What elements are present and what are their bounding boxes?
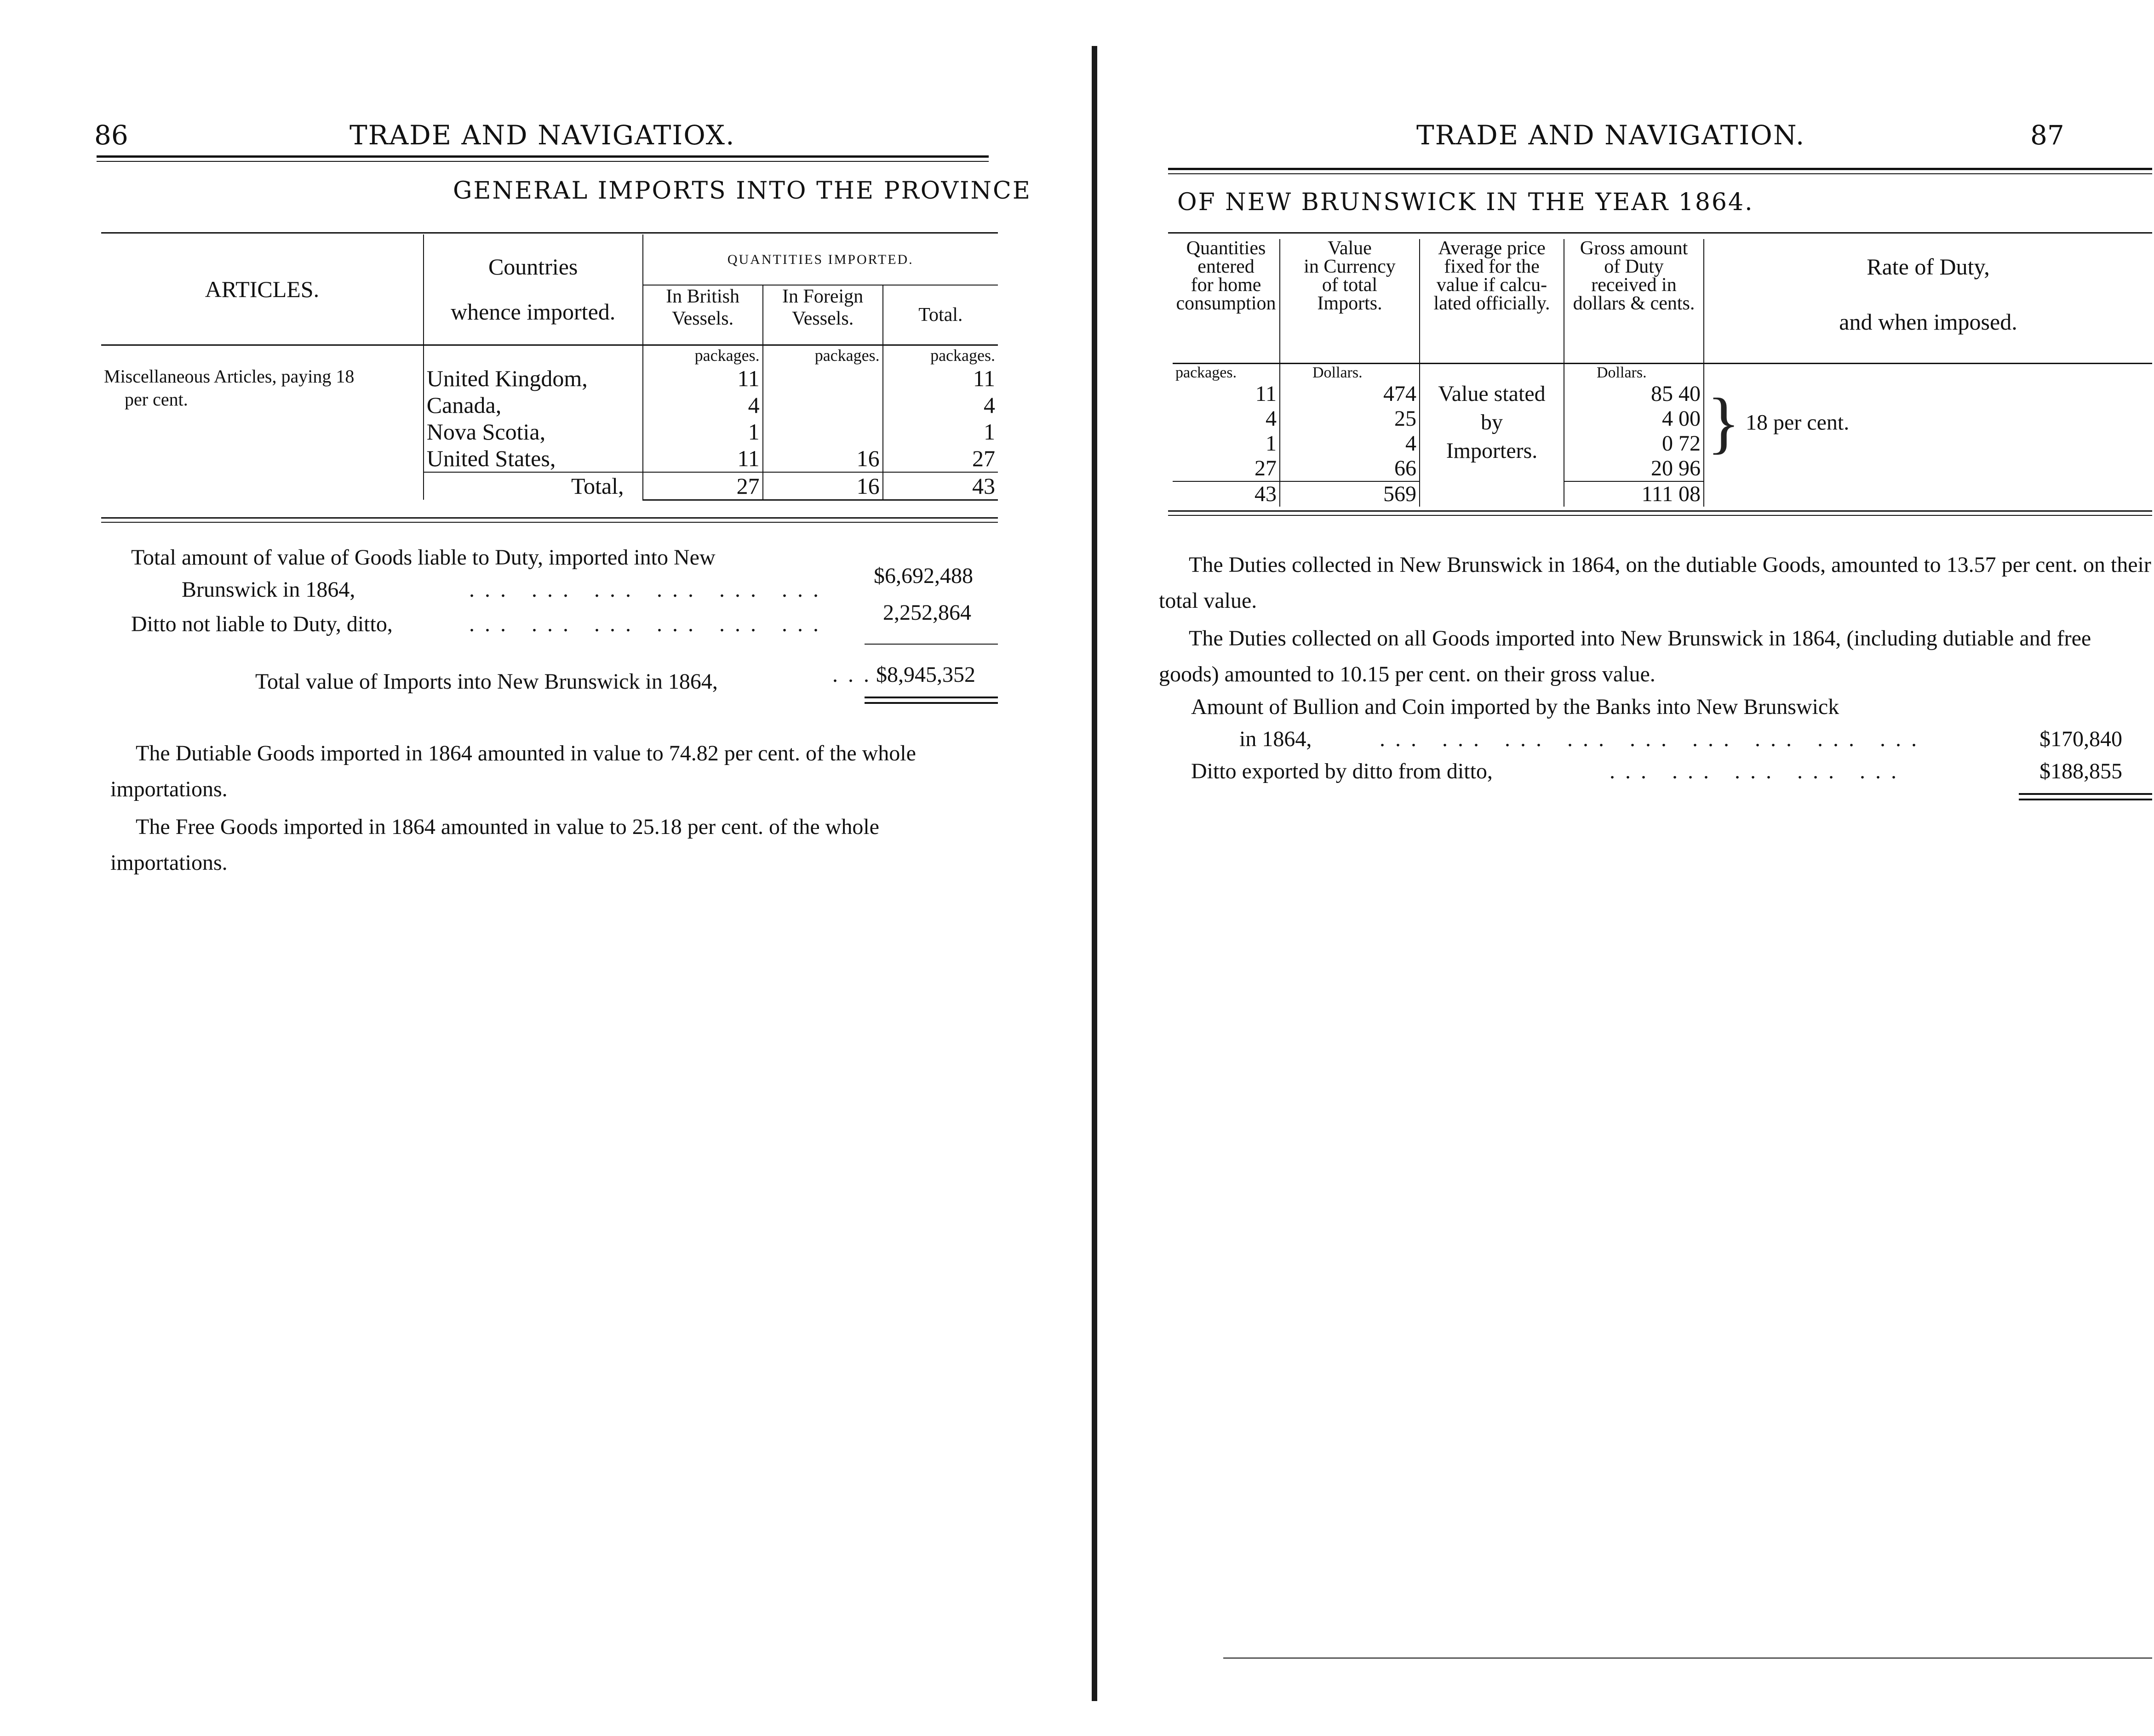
table-total-row [101, 472, 998, 500]
total-qty: 4 [883, 392, 998, 418]
free-goods-line: Ditto not liable to Duty, ditto, [131, 612, 393, 636]
col-british-line2: Vessels. [671, 308, 734, 329]
bullion-export-line: Ditto exported by ditto from ditto, [1191, 759, 1493, 783]
bullion-import-value: $170,840 [2039, 727, 2122, 751]
leader-dots: ... [832, 662, 879, 687]
col-total: Total. [883, 285, 998, 345]
col-foreign-line2: Vessels. [792, 308, 854, 329]
total-label: Total, [424, 472, 643, 500]
col-foreign [763, 285, 883, 345]
header-rule-thin [97, 161, 989, 162]
col-gross-amount [1564, 239, 1704, 363]
total-empty [101, 472, 424, 500]
table-top-rule [101, 232, 998, 234]
col-value [1280, 239, 1420, 363]
dutiable-goods-paragraph: The Dutiable Goods imported in 1864 amounted in value to 74.82 per cent. of the whole importations. [110, 741, 916, 801]
col-quantities-line: consumption [1176, 293, 1276, 314]
col-value-line: in Currency [1304, 256, 1396, 277]
table-row [101, 365, 998, 392]
total-avg-empty [1420, 481, 1564, 507]
value: 4 [1280, 431, 1420, 456]
bullion-export-value: $188,855 [2039, 759, 2122, 783]
book-spine [1092, 46, 1097, 1701]
unit-british: packages. [643, 345, 763, 365]
col-average-price [1420, 239, 1564, 363]
article-line1: Miscellaneous Articles, paying 18 [104, 365, 355, 387]
avg-note-line: Value stated [1438, 382, 1546, 406]
table-bottom-rule [1168, 510, 2152, 512]
gross [1564, 431, 1704, 456]
foreign-qty [763, 365, 883, 392]
country: United Kingdom, [424, 365, 643, 392]
page-bottom-rule [1223, 1657, 2152, 1659]
duty-table [1173, 239, 2152, 507]
liable-goods-line1: Total amount of value of Goods liable to Duty, imported into New [131, 545, 716, 570]
total-imports-line: Total value of Imports into New Brunswick in 1864, [255, 669, 718, 694]
header-rule [1168, 168, 2152, 170]
liable-goods-line2: Brunswick in 1864, [182, 577, 355, 602]
col-rate-line2: and when imposed. [1839, 309, 2017, 335]
col-rate-of-duty [1704, 239, 2152, 363]
unit-total: packages. [883, 345, 998, 365]
leader-dots: ... ... ... ... ... ... ... ... ... [1380, 727, 1927, 751]
leader-dots: ... ... ... ... ... [1610, 759, 1907, 783]
page-number: 86 [94, 120, 128, 151]
value: 474 [1280, 382, 1420, 406]
british-qty: 4 [643, 392, 763, 418]
table-bottom-rule [101, 517, 998, 519]
page-number: 87 [2030, 120, 2064, 151]
unit-gross: Dollars. [1564, 363, 1704, 382]
col-gross-line: dollars & cents. [1573, 293, 1695, 314]
double-rule-2 [865, 702, 998, 704]
unit-foreign: packages. [763, 345, 883, 365]
gross [1564, 456, 1704, 481]
free-goods-value: 2,252,864 [883, 600, 971, 625]
total-british: 27 [643, 472, 763, 500]
avg-note-line: Importers. [1446, 439, 1538, 463]
value: 66 [1280, 456, 1420, 481]
bullion-import-line1: Amount of Bullion and Coin imported by the Banks into New Brunswick [1191, 695, 1839, 719]
running-header: TRADE AND NAVIGATIOX. [349, 120, 735, 151]
col-quantities-line: for home [1191, 274, 1261, 296]
col-gross-line: Gross amount [1580, 238, 1688, 259]
table-subheader: GENERAL IMPORTS INTO THE PROVINCE [453, 177, 1031, 205]
bullion-import-line2: in 1864, [1239, 727, 1312, 751]
qty: 11 [1255, 381, 1277, 406]
total-total: 43 [883, 472, 998, 500]
total-qty: 1 [883, 418, 998, 445]
total-qty: 27 [883, 445, 998, 472]
rate-note: 18 per cent. [1746, 410, 1850, 435]
foreign-qty: 16 [763, 445, 883, 472]
gross-dollars: 111 [1641, 481, 1673, 506]
total-rate-empty [1704, 481, 2152, 507]
col-average-line: value if calcu- [1436, 274, 1547, 296]
gross-dollars: 4 [1662, 406, 1673, 431]
col-average-line: fixed for the [1444, 256, 1540, 277]
avg-note-line: by [1481, 410, 1503, 434]
gross-dollars: 0 [1662, 431, 1673, 456]
table-top-rule [1168, 232, 2152, 234]
unit-value: Dollars. [1280, 363, 1420, 382]
table-bottom-rule-thin [101, 522, 998, 523]
col-countries-line1: Countries [488, 254, 578, 280]
article-line2: per cent. [125, 388, 188, 410]
table-subheader: OF NEW BRUNSWICK IN THE YEAR 1864. [1177, 188, 1754, 216]
header-rule-thin [1168, 173, 2152, 174]
double-rule-2 [2019, 799, 2152, 800]
col-articles: ARTICLES. [101, 234, 424, 345]
foreign-qty [763, 392, 883, 418]
total-foreign: 16 [763, 472, 883, 500]
sum-rule [865, 644, 998, 645]
gross [1564, 406, 1704, 431]
rate-note-cell [1704, 363, 2152, 481]
qty: 4 [1266, 406, 1277, 431]
double-rule [865, 697, 998, 698]
total-qty: 11 [883, 365, 998, 392]
total-value: 569 [1280, 481, 1420, 507]
qty: 1 [1266, 431, 1277, 456]
foreign-qty [763, 418, 883, 445]
british-qty: 11 [643, 365, 763, 392]
unit-empty-countries [424, 345, 643, 365]
col-gross-line: of Duty [1604, 256, 1664, 277]
free-goods-paragraph: The Free Goods imported in 1864 amounted in value to 25.18 per cent. of the whole importations. [110, 815, 879, 875]
article-name [101, 365, 424, 472]
col-value-line: Imports. [1317, 293, 1382, 314]
imports-table [101, 234, 998, 501]
qty: 27 [1173, 456, 1280, 481]
gross-cents: 08 [1679, 481, 1701, 506]
col-foreign-line1: In Foreign [782, 286, 864, 307]
col-average-line: lated officially. [1433, 293, 1550, 314]
gross-cents: 72 [1679, 431, 1701, 456]
british-qty: 11 [643, 445, 763, 472]
leader-dots: ... ... ... ... ... ... [469, 577, 829, 602]
gross-cents: 96 [1679, 456, 1701, 480]
value: 25 [1280, 406, 1420, 431]
total-qty: 43 [1255, 481, 1277, 506]
col-countries [424, 234, 643, 345]
left-page [0, 0, 1067, 1736]
country: Nova Scotia, [424, 418, 643, 445]
col-countries-line2: whence imported. [451, 299, 616, 325]
country: Canada, [424, 392, 643, 418]
quantities-group-header: QUANTITIES IMPORTED. [643, 234, 998, 285]
total-imports-value: $8,945,352 [876, 662, 975, 687]
gross-cents: 00 [1679, 406, 1701, 431]
col-british [643, 285, 763, 345]
col-rate-line1: Rate of Duty, [1867, 254, 1990, 280]
unit-qty: packages. [1175, 364, 1237, 381]
col-value-line: of total [1322, 274, 1378, 296]
col-average-line: Average price [1438, 238, 1546, 259]
gross-dollars: 20 [1651, 456, 1673, 480]
table-total-row [1173, 481, 2152, 507]
total-gross [1564, 481, 1704, 507]
col-british-line1: In British [666, 286, 739, 307]
liable-goods-value: $6,692,488 [874, 564, 973, 588]
col-quantities-line: Quantities [1186, 238, 1266, 259]
header-rule [97, 155, 989, 158]
table-bottom-rule-thin [1168, 515, 2152, 516]
double-rule [2019, 793, 2152, 795]
leader-dots: ... ... ... ... ... ... [469, 612, 829, 636]
right-page [1104, 0, 2154, 1736]
col-quantities-line: entered [1197, 256, 1255, 277]
duties-dutiable-paragraph: The Duties collected in New Brunswick in 1864, on the dutiable Goods, amounted to 13.57 per cent. on their total value. [1159, 553, 2151, 613]
gross-cents: 40 [1679, 381, 1701, 406]
running-header: TRADE AND NAVIGATION. [1416, 120, 1805, 151]
col-gross-line: received in [1591, 274, 1677, 296]
col-value-line: Value [1328, 238, 1372, 259]
british-qty: 1 [643, 418, 763, 445]
right-brace-icon: } [1707, 384, 1740, 461]
col-quantities [1173, 239, 1280, 363]
gross [1564, 382, 1704, 406]
unit-empty [101, 345, 424, 365]
gross-dollars: 85 [1651, 381, 1673, 406]
country: United States, [424, 445, 643, 472]
average-price-note [1420, 363, 1564, 481]
duties-all-goods-paragraph: The Duties collected on all Goods imported into New Brunswick in 1864, (including dutiable and free goods) amounted to 10.15 per cent. on their gross value. [1159, 626, 2091, 686]
